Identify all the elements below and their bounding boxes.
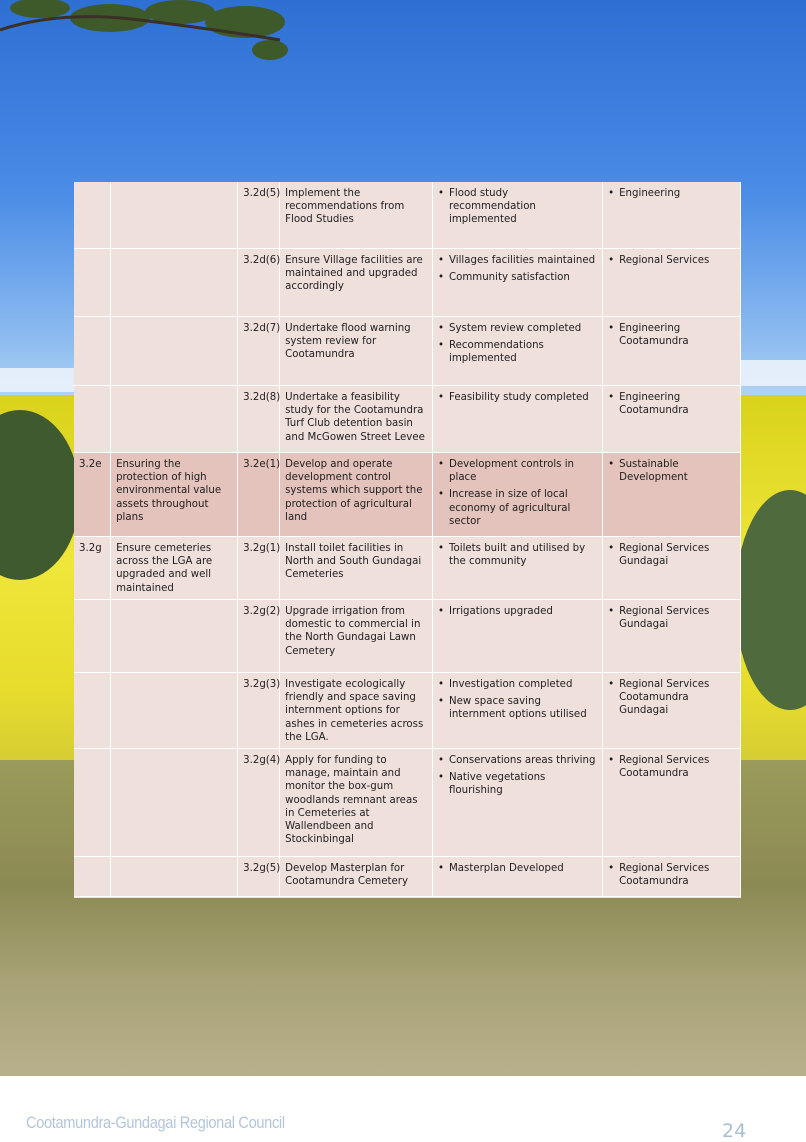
action-code: 3.2g(2) xyxy=(238,600,280,673)
action-text: Upgrade irrigation from domestic to commercial in the North Gundagai Lawn Cemetery xyxy=(280,600,433,673)
measure-item: • Conservations areas thriving xyxy=(438,754,598,767)
responsibility-cell xyxy=(603,182,741,249)
strategy-code xyxy=(74,317,111,386)
responsibility-item: • Engineering Cootamundra xyxy=(608,322,736,348)
table-row xyxy=(74,857,741,897)
measure-item: • Irrigations upgraded xyxy=(438,605,598,618)
strategy-text: Ensure cemeteries across the LGA are upgraded and well maintained xyxy=(111,537,238,600)
measure-item: • Recommendations implemented xyxy=(438,339,598,365)
action-text: Develop and operate development control systems which support the protection of agricultural land xyxy=(280,453,433,537)
action-text: Apply for funding to manage, maintain and monitor the box-gum woodlands remnant areas in Cemeteries at Wallendbeen and Stockinbingal xyxy=(280,749,433,857)
table-row xyxy=(74,673,741,749)
table-row xyxy=(74,600,741,673)
measure-item: • Community satisfaction xyxy=(438,271,598,284)
measure-item: • Villages facilities maintained xyxy=(438,254,598,267)
overhanging-branches xyxy=(0,0,330,90)
table-row xyxy=(74,537,741,600)
responsibility-cell xyxy=(603,857,741,897)
action-text: Develop Masterplan for Cootamundra Cemetery xyxy=(280,857,433,897)
responsibility-cell xyxy=(603,749,741,857)
page-number: 24 xyxy=(722,1120,747,1142)
action-text: Undertake flood warning system review for Cootamundra xyxy=(280,317,433,386)
responsibility-cell xyxy=(603,600,741,673)
action-code: 3.2g(1) xyxy=(238,537,280,600)
strategy-code xyxy=(74,857,111,897)
table-row xyxy=(74,249,741,317)
strategy-code xyxy=(74,600,111,673)
action-code: 3.2g(3) xyxy=(238,673,280,749)
responsibility-item: • Regional Services Cootamundra xyxy=(608,862,736,888)
responsibility-item: • Regional Services xyxy=(608,254,736,267)
responsibility-cell xyxy=(603,453,741,537)
action-code: 3.2d(6) xyxy=(238,249,280,317)
measures-cell xyxy=(433,249,603,317)
responsibility-cell xyxy=(603,537,741,600)
action-text: Implement the recommendations from Flood Studies xyxy=(280,182,433,249)
action-code: 3.2g(5) xyxy=(238,857,280,897)
measure-item: • Native vegetations flourishing xyxy=(438,771,598,797)
measure-item: • System review completed xyxy=(438,322,598,335)
strategy-text xyxy=(111,182,238,249)
strategy-code xyxy=(74,182,111,249)
measures-cell xyxy=(433,749,603,857)
table-row xyxy=(74,317,741,386)
action-text: Install toilet facilities in North and South Gundagai Cemeteries xyxy=(280,537,433,600)
table-row xyxy=(74,386,741,453)
responsibility-item: • Sustainable Development xyxy=(608,458,736,484)
action-code: 3.2d(8) xyxy=(238,386,280,453)
responsibility-item: • Regional Services Cootamundra Gundagai xyxy=(608,678,736,718)
measures-cell xyxy=(433,317,603,386)
table-row xyxy=(74,182,741,249)
measure-item: • Development controls in place xyxy=(438,458,598,484)
responsibility-item: • Engineering xyxy=(608,187,736,200)
action-code: 3.2e(1) xyxy=(238,453,280,537)
responsibility-cell xyxy=(603,317,741,386)
responsibility-cell xyxy=(603,249,741,317)
action-code: 3.2d(7) xyxy=(238,317,280,386)
measure-item: • Flood study recommendation implemented xyxy=(438,187,598,227)
action-text: Undertake a feasibility study for the Cootamundra Turf Club detention basin and McGowen Street Levee xyxy=(280,386,433,453)
action-code: 3.2d(5) xyxy=(238,182,280,249)
action-plan-table xyxy=(74,182,741,898)
measure-item: • Masterplan Developed xyxy=(438,862,598,875)
strategy-code xyxy=(74,749,111,857)
measure-item: • Increase in size of local economy of agricultural sector xyxy=(438,488,598,528)
strategy-code xyxy=(74,673,111,749)
measures-cell xyxy=(433,182,603,249)
action-text: Investigate ecologically friendly and space saving internment options for ashes in cemeteries across the LGA. xyxy=(280,673,433,749)
measure-item: • New space saving internment options utilised xyxy=(438,695,598,721)
strategy-text xyxy=(111,386,238,453)
strategy-text xyxy=(111,857,238,897)
action-code: 3.2g(4) xyxy=(238,749,280,857)
measure-item: • Toilets built and utilised by the community xyxy=(438,542,598,568)
strategy-text xyxy=(111,749,238,857)
footer-organisation: Cootamundra-Gundagai Regional Council xyxy=(26,1113,285,1132)
responsibility-item: • Engineering Cootamundra xyxy=(608,391,736,417)
measures-cell xyxy=(433,453,603,537)
strategy-text: Ensuring the protection of high environmental value assets throughout plans xyxy=(111,453,238,537)
measures-cell xyxy=(433,386,603,453)
responsibility-item: • Regional Services Gundagai xyxy=(608,605,736,631)
table-row xyxy=(74,453,741,537)
strategy-text xyxy=(111,673,238,749)
strategy-text xyxy=(111,600,238,673)
table-row xyxy=(74,749,741,857)
responsibility-item: • Regional Services Gundagai xyxy=(608,542,736,568)
measures-cell xyxy=(433,673,603,749)
strategy-text xyxy=(111,249,238,317)
action-text: Ensure Village facilities are maintained and upgraded accordingly xyxy=(280,249,433,317)
strategy-code: 3.2e xyxy=(74,453,111,537)
strategy-code xyxy=(74,249,111,317)
responsibility-item: • Regional Services Cootamundra xyxy=(608,754,736,780)
measures-cell xyxy=(433,857,603,897)
strategy-text xyxy=(111,317,238,386)
measures-cell xyxy=(433,537,603,600)
measure-item: • Feasibility study completed xyxy=(438,391,598,404)
strategy-code: 3.2g xyxy=(74,537,111,600)
measure-item: • Investigation completed xyxy=(438,678,598,691)
responsibility-cell xyxy=(603,673,741,749)
strategy-code xyxy=(74,386,111,453)
responsibility-cell xyxy=(603,386,741,453)
measures-cell xyxy=(433,600,603,673)
